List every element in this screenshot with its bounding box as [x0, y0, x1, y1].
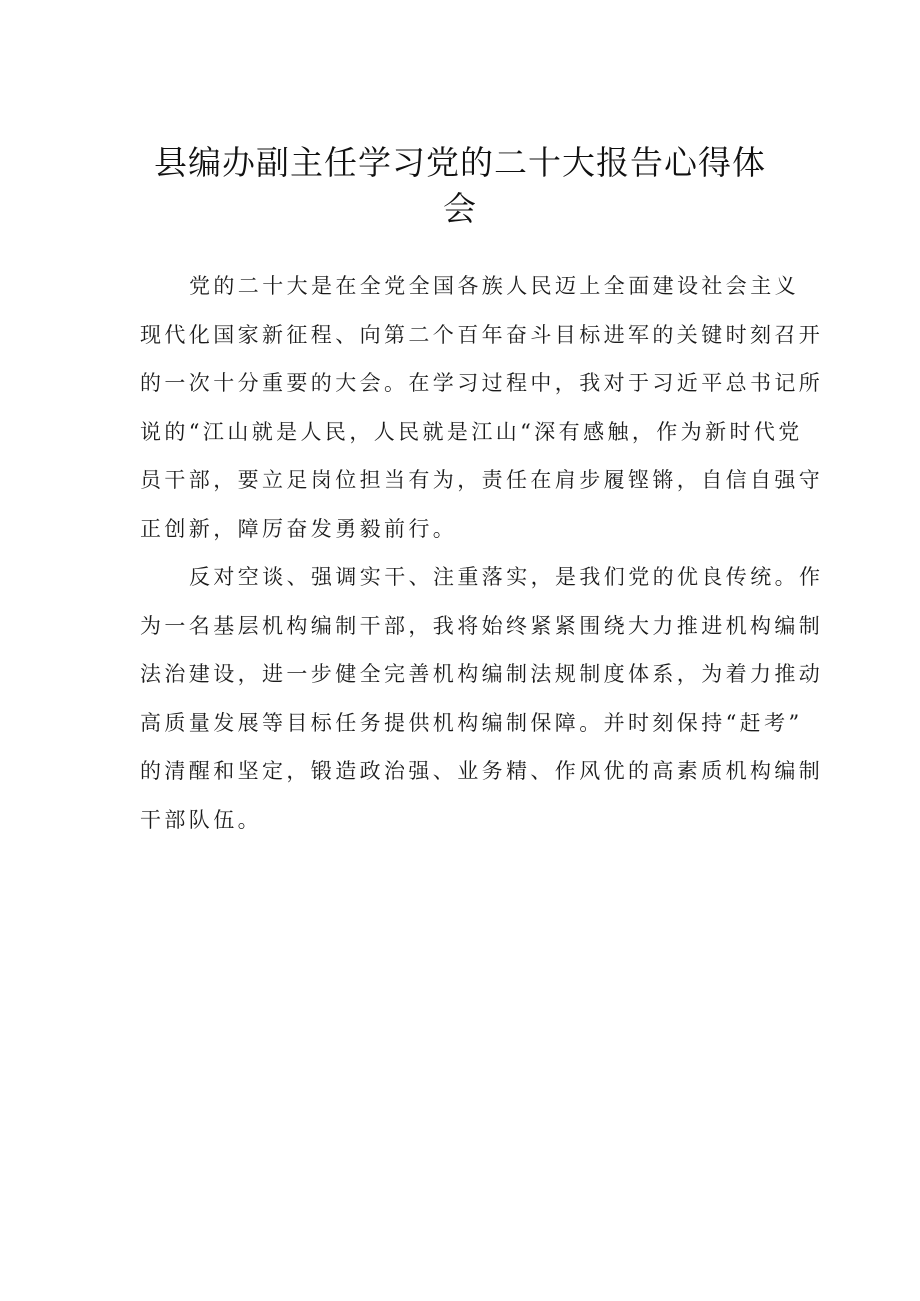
document-title	[100, 140, 820, 232]
text-line: 反对空谈、强调实干、注重落实，是我们党的优良传统。作	[189, 565, 824, 589]
text-line: 的一次十分重要的大会。在学习过程中，我对于习近平总书记所	[140, 371, 824, 395]
title-line: 会	[443, 189, 477, 228]
text-line: 正创新，障厉奋发勇毅前行。	[140, 516, 458, 541]
title-line: 县编办副主任学习党的二十大报告心得体	[154, 143, 766, 182]
text-line: 的清醒和坚定，锻造政治强、业务精、作风优的高素质机构编制	[140, 759, 824, 783]
paragraph-1	[140, 262, 824, 553]
text-line: 法治建设，进一步健全完善机构编制法规制度体系，为着力推动	[140, 662, 824, 686]
text-line: 党的二十大是在全党全国各族人民迈上全面建设社会主义	[189, 274, 799, 298]
text-line: 说的“江山就是人民，人民就是江山“深有感触，作为新时代党	[140, 419, 803, 444]
document-body	[140, 262, 824, 844]
text-line: 现代化国家新征程、向第二个百年奋斗目标进军的关键时刻召开	[140, 322, 824, 347]
text-line: 高质量发展等目标任务提供机构编制保障。并时刻保持“赶考”	[140, 710, 803, 735]
paragraph-2	[140, 553, 824, 844]
text-line: 为一名基层机构编制干部，我将始终紧紧围绕大力推进机构编制	[140, 613, 824, 638]
text-line: 干部队伍。	[140, 807, 262, 832]
text-line: 员干部，要立足岗位担当有为，责任在肩步履铿锵，自信自强守	[140, 468, 824, 492]
